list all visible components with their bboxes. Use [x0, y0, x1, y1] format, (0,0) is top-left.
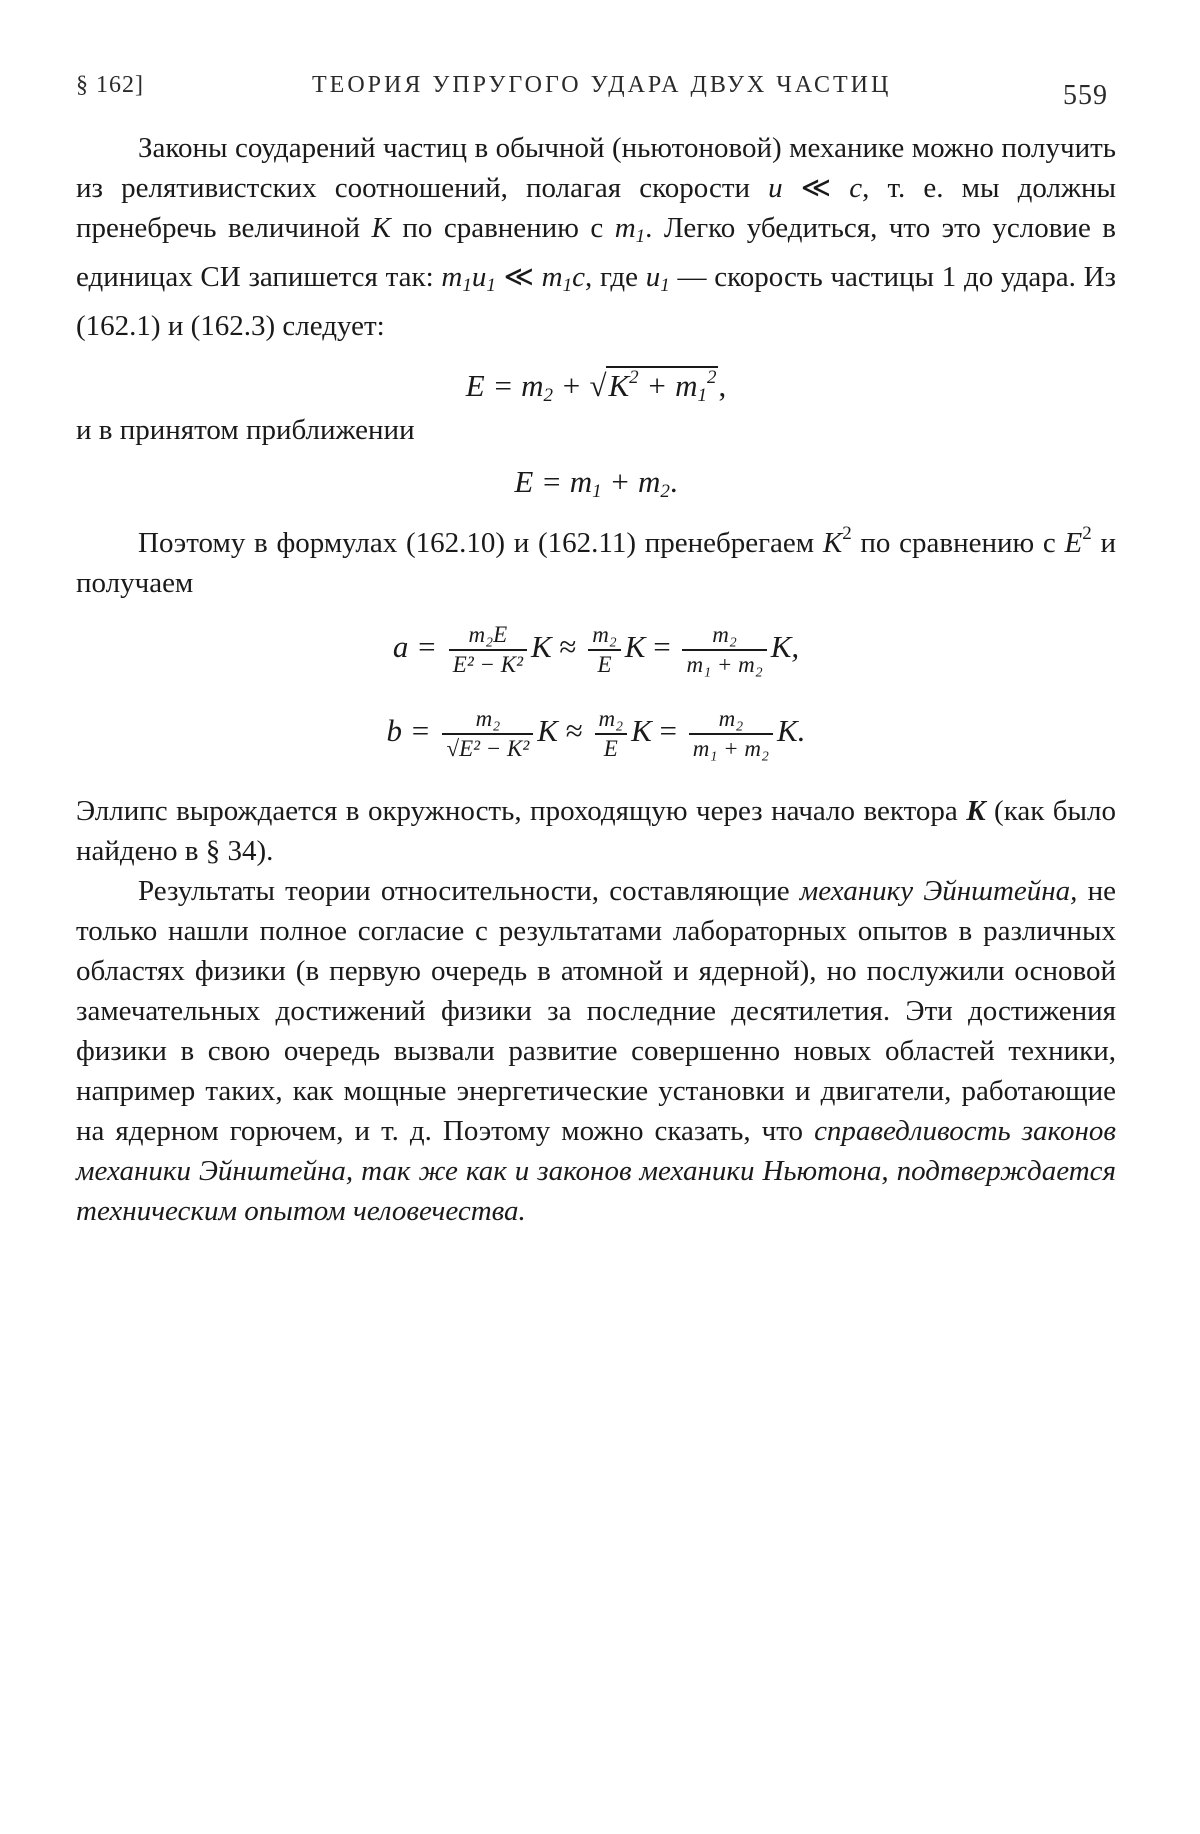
- page-number: 559: [1063, 80, 1108, 111]
- paragraph-5: Результаты теории относительности, составляющие механику Эйнштейна, не только нашли полное согласие с результатами лабораторных опытов в различных областях физики (в первую очередь в атомной и ядерной), но послужили основой замечательных достижений физики за последние десятилетия. Эти достижения физики в свою очередь вызвали развитие совершенно новых областей техники, например таких, как мощные энергетические установки и двигатели, работающие на ядерном горючем, и т. д. Поэтому можно сказать, что справедливость законов механики Эйнштейна, так же как и законов механики Ньютона, подтверждается техническим опытом человечества.: [76, 875, 1116, 1227]
- formula-semiaxes: [76, 611, 1116, 781]
- paragraph-2: и в принятом приближении: [76, 414, 415, 446]
- section-marker: § 162]: [76, 72, 144, 98]
- paragraph-1: Законы соударений частиц в обычной (ньютоновой) механике можно получить из релятивистских соотношений, полагая скорости u ≪ c, т. е. мы должны пренебречь величиной K по сравнению с $m_1$. Легко убедиться, что это условие в единицах СИ запишется так: $m_1u_1$ ≪ $m_1c$, где $u_1$ — скорость частицы 1 до удара. Из (162.1) и (162.3) следует:: [76, 132, 1117, 342]
- formula-b: b = $\frac{\text{m₂}}{\text{√E² − K²}}$ K ≈ $\frac{\text{m₂}}{E}$ K = $\frac{\text{m₂}}{\text{m₁ + m₂}}$ K.: [386, 705, 806, 761]
- formula-energy-approx: $E = m_1 + m_2$.: [514, 464, 678, 502]
- paragraph-3: Поэтому в формулах (162.10) и (162.11) пренебрегаем $K^2$ по сравнению с $E^2$ и получаем: [76, 523, 1116, 599]
- formula-energy: $E = m_2 + √K^2 + m_1^2$,: [465, 367, 727, 406]
- paragraph-4: Эллипс вырождается в окружность, проходящую через начало вектора K (как было найдено в § 34).: [76, 795, 1117, 867]
- running-title: ТЕОРИЯ УПРУГОГО УДАРА ДВУХ ЧАСТИЦ: [312, 72, 892, 98]
- running-header: [76, 66, 1116, 111]
- formula-a: a = $\frac{\text{m₂E}}{\text{E² − K²}}$ K ≈ $\frac{\text{m₂}}{E}$ K = $\frac{\text{m₂}}{\text{m₁ + m₂}}$ K,: [392, 621, 800, 677]
- page-body: [76, 128, 1116, 1231]
